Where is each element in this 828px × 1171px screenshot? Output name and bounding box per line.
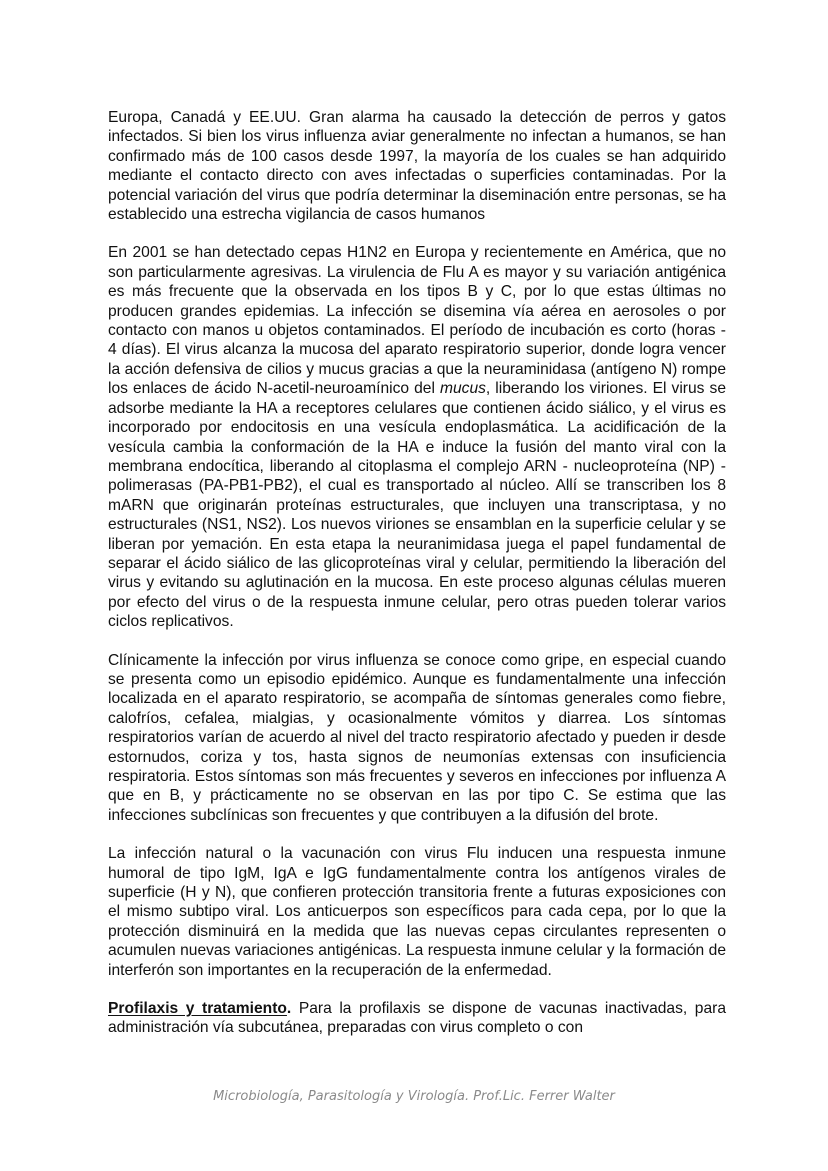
- section-heading: Profilaxis y tratamiento: [108, 1000, 287, 1018]
- paragraph-text: Para la profilaxis se dispone de vacunas inactivadas, para administración vía subcutánea, preparadas con virus completo o con: [108, 1000, 726, 1037]
- paragraph-text: , liberando los viriones. El virus se adsorbe mediante la HA a receptores celulares que contienen ácido siálico, y el virus es incorporado por endocitosis en una vesícula endoplasmática. La acidificación de la vesícula cambia la conformación de la HA e induce la fusión del manto viral con la membrana endocítica, liberando al citoplasma el complejo ARN - nucleoproteína (NP) - polimerasas (PA-PB1-PB2), el cual es transportado al núcleo. Allí se transcriben los 8 mARN que originarán proteínas estructurales, que incluyen una transcriptasa, y no estructurales (NS1, NS2). Los nuevos viriones se ensamblan en la superficie celular y se liberan por yemación. En esta etapa la neuranimidasa juega el papel fundamental de separar el ácido siálico de las glicoproteínas viral y celular, permitiendo la liberación del virus y evitando su aglutinación en la mucosa. En este proceso algunas células mueren por efecto del virus o de la respuesta inmune celular, pero otras pueden tolerar varios ciclos replicativos.: [108, 380, 726, 631]
- italic-term: mucus: [439, 380, 486, 398]
- paragraph-text: En 2001 se han detectado cepas H1N2 en Europa y recientemente en América, que no son particularmente agresivas. La virulencia de Flu A es mayor y su variación antigénica es más frecuente que la observada en los tipos B y C, por lo que estas últimas no producen grandes epidemias. La infección se disemina vía aérea en aerosoles o por contacto con manos u objetos contaminados. El período de incubación es corto (horas - 4 días). El virus alcanza la mucosa del aparato respiratorio superior, donde logra vencer la acción defensiva de cilios y mucus gracias a que la neuraminidasa (antígeno N) rompe los enlaces de ácido N-acetil-neuroamínico del: [108, 244, 726, 398]
- paragraph-text: La infección natural o la vacunación con virus Flu inducen una respuesta inmune humoral de tipo IgM, IgA e IgG fundamentalmente contra los antígenos virales de superficie (H y N), que confieren protección transitoria frente a futuras exposiciones con el mismo subtipo viral. Los anticuerpos son específicos para cada cepa, por lo que la protección disminuirá en la medida que las nuevas cepas circulantes representen o acumulen nuevas variaciones antigénicas. La respuesta inmune celular y la formación de interferón son importantes en la recuperación de la enfermedad.: [108, 845, 726, 979]
- paragraph-clinica: [108, 651, 726, 826]
- paragraph-profilaxis: [108, 999, 726, 1038]
- paragraph-text: Clínicamente la infección por virus influenza se conoce como gripe, en especial cuando se presenta como un episodio epidémico. Aunque es fundamentalmente una infección localizada en el aparato respiratorio, se acompaña de síntomas generales como fiebre, calofríos, cefalea, mialgias, y ocasionalmente vómitos y diarrea. Los síntomas respiratorios varían de acuerdo al nivel del tracto respiratorio afectado y pueden ir desde estornudos, coriza y tos, hasta signos de neumonías extensas con insuficiencia respiratoria. Estos síntomas son más frecuentes y severos en infecciones por influenza A que en B, y prácticamente no se observan en las por tipo C. Se estima que las infecciones subclínicas son frecuentes y que contribuyen a la difusión del brote.: [108, 651, 726, 824]
- paragraph-inmunidad: [108, 844, 726, 980]
- paragraph-patogenia: [108, 243, 726, 631]
- page-footer: Microbiología, Parasitología y Virología. Prof.Lic. Ferrer Walter: [213, 1089, 615, 1104]
- document-body: [108, 108, 726, 1057]
- paragraph-influenza-aviar: [108, 108, 726, 224]
- paragraph-text: Europa, Canadá y EE.UU. Gran alarma ha causado la detección de perros y gatos infectados. Si bien los virus influenza aviar generalmente no infectan a humanos, se han confirmado más de 100 casos desde 1997, la mayoría de los cuales se han adquirido mediante el contacto directo con aves infectadas o superficies contaminadas. Por la potencial variación del virus que podría determinar la diseminación entre personas, se ha establecido una estrecha vigilancia de casos humanos: [108, 109, 726, 224]
- heading-period: .: [286, 1000, 292, 1018]
